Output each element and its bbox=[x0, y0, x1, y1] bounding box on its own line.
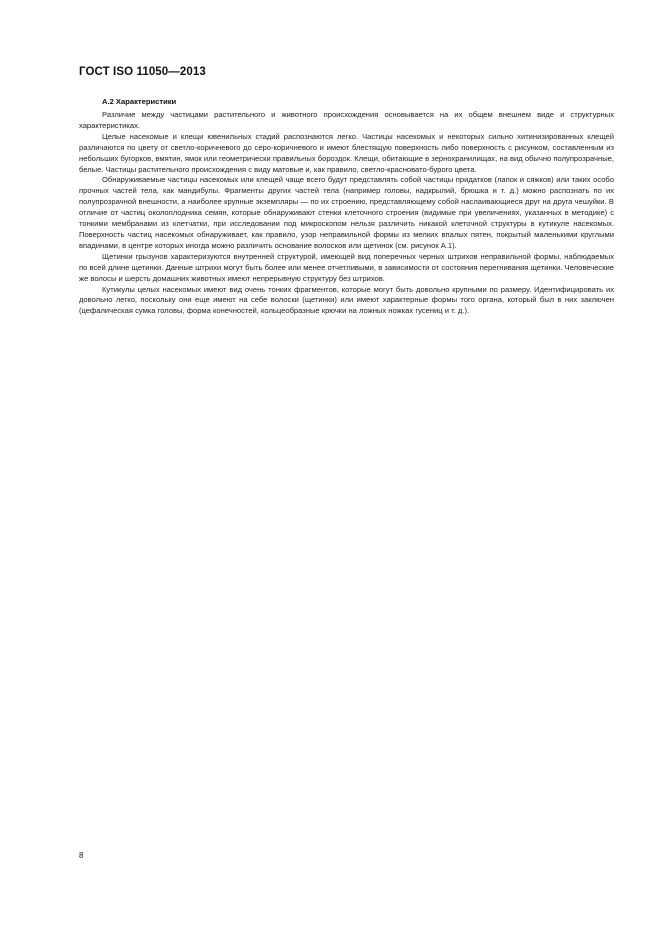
paragraph-2: Целые насекомые и клещи ювенильных стадий распознаются легко. Частицы насекомых и некоторых сильно хитинизированных клещей различаются по цвету от светло-коричневого до серо-коричневого и имеют блестящую поверхность либо поверхность с рисунком, составленным из небольших бугорков, вмятин, ямок или геометрически правильных бороздок. Клещи, обитающие в зернохранилищах, на вид обычно полупрозрачные, белые. Частицы растительного происхождения с виду матовые и, как правило, светло-красновато-бурого цвета. bbox=[79, 131, 614, 174]
paragraph-3: Обнаруживаемые частицы насекомых или клещей чаще всего будут представлять собой частицы придатков (лапок и сяжков) или таких особо прочных частей тела, как мандибулы. Фрагменты других частей тела (например головы, надкрылий, брюшка и т. д.) можно распознать по их полупрозрачной внешности, а наиболее крупные экземпляры — по их строению, представляющему собой наслаивающиеся друг на друга чешуйки. В отличие от частиц околоплодника семян, которые обнаруживают стенки клеточного строения (видимые при увеличениях, указанных в методике) с тонкими мембранами из клетчатки, при исследовании под микроскопом нельзя различить никакой клеточной структуры в кутикуле насекомых. Поверхность частиц насекомых обнаруживает, как правило, узор неправильной формы из мелких впалых пятен, покрытый маленькими круглыми впадинами, в центре которых иногда можно различить основание волосков или щетинок (см. рисунок А.1). bbox=[79, 175, 614, 250]
document-header: ГОСТ ISO 11050—2013 bbox=[79, 66, 206, 78]
paragraph-1: Различие между частицами растительного и животного происхождения основывается на их общем внешнем виде и структурных характеристиках. bbox=[79, 110, 614, 130]
section-title: А.2 Характеристики bbox=[102, 97, 177, 106]
page-number: 8 bbox=[79, 851, 84, 860]
paragraph-5: Кутикулы целых насекомых имеют вид очень тонких фрагментов, которые могут быть довольно крупными по размеру. Идентифицировать их довольно легко, поскольку они еще имеют на себе волоски (щетинки) или имеют характерные формы того органа, который был в них заключен (цефалическая сумка головы, форма конечностей, кольцеобразные крючки на ложных ножках гусениц и т. д.). bbox=[79, 284, 614, 316]
paragraph-4: Щетинки грызунов характеризуются внутренней структурой, имеющей вид поперечных черных штрихов неправильной формы, наблюдаемых по всей длине щетинки. Данные штрихи могут быть более или менее отчетливыми, в зависимости от состояния перегнивания щетинки. Человеческие же волосы и шерсть домашних животных имеют непрерывную структуру без штрихов. bbox=[79, 251, 614, 283]
main-content bbox=[79, 97, 614, 317]
